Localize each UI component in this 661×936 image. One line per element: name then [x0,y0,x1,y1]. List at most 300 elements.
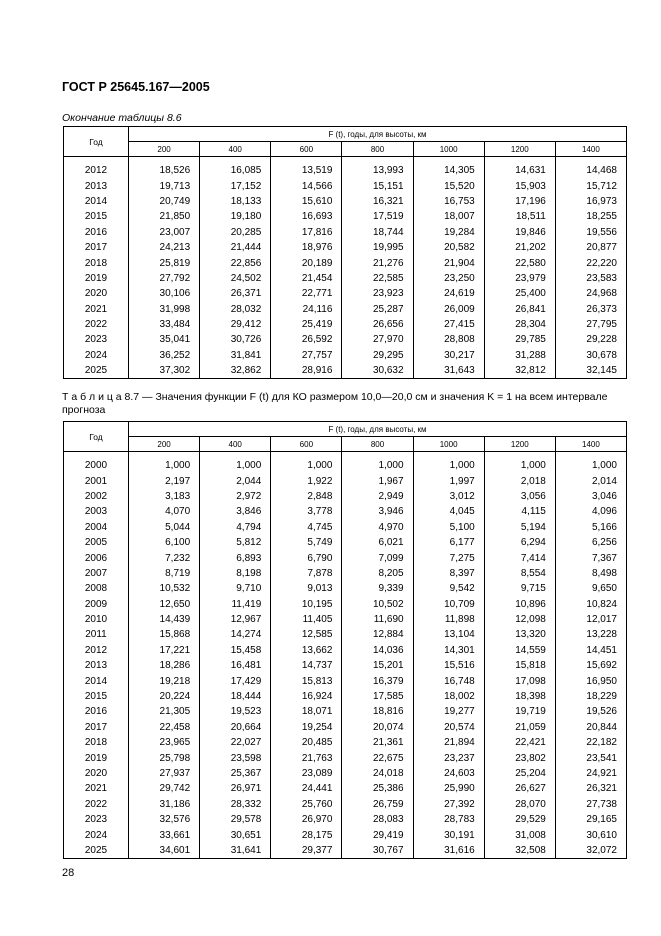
height-header-cell: 600 [271,437,342,452]
value-cell: 12,585 [271,627,342,642]
value-cell: 1,000 [555,458,626,473]
value-cell: 23,007 [129,225,200,240]
value-cell: 28,304 [484,317,555,332]
document-header: ГОСТ Р 25645.167—2005 [62,80,210,94]
value-cell: 24,116 [271,302,342,317]
value-cell: 17,429 [200,673,271,688]
table-row [64,689,627,704]
value-cell: 16,973 [555,194,626,209]
value-cell: 25,386 [342,781,413,796]
year-cell: 2022 [64,797,129,812]
value-cell: 11,419 [200,597,271,612]
value-cell: 29,377 [271,843,342,859]
value-cell: 26,371 [200,286,271,301]
height-header-row [64,437,627,452]
value-cell: 32,812 [484,363,555,379]
value-cell: 29,419 [342,827,413,842]
value-cell: 30,632 [342,363,413,379]
table-row [64,504,627,519]
value-cell: 32,862 [200,363,271,379]
value-cell: 15,201 [342,658,413,673]
height-header-cell: 800 [342,437,413,452]
value-cell: 9,715 [484,581,555,596]
year-cell: 2019 [64,271,129,286]
value-cell: 13,320 [484,627,555,642]
value-cell: 27,792 [129,271,200,286]
value-cell: 14,566 [271,178,342,193]
value-cell: 24,603 [413,766,484,781]
value-cell: 19,284 [413,225,484,240]
year-cell: 2007 [64,566,129,581]
table-8-6 [63,126,627,379]
value-cell: 25,367 [200,766,271,781]
year-cell: 2009 [64,597,129,612]
value-cell: 10,532 [129,581,200,596]
value-cell: 9,339 [342,581,413,596]
value-cell: 35,041 [129,332,200,347]
value-cell: 14,305 [413,163,484,178]
page-number: 28 [62,867,75,879]
table-row [64,194,627,209]
value-cell: 25,990 [413,781,484,796]
value-cell: 8,498 [555,566,626,581]
value-cell: 19,218 [129,673,200,688]
value-cell: 31,641 [200,843,271,859]
value-cell: 10,824 [555,597,626,612]
height-header-cell: 1200 [484,437,555,452]
value-cell: 22,771 [271,286,342,301]
table-row [64,566,627,581]
value-cell: 10,896 [484,597,555,612]
value-cell: 18,133 [200,194,271,209]
value-cell: 8,397 [413,566,484,581]
value-cell: 25,287 [342,302,413,317]
value-cell: 6,294 [484,535,555,550]
year-cell: 2021 [64,781,129,796]
value-cell: 28,175 [271,827,342,842]
table-8-6-body [64,157,627,379]
value-cell: 16,693 [271,209,342,224]
value-cell: 18,744 [342,225,413,240]
value-cell: 4,794 [200,520,271,535]
value-cell: 18,511 [484,209,555,224]
value-cell: 2,972 [200,489,271,504]
value-cell: 25,419 [271,317,342,332]
value-cell: 15,813 [271,673,342,688]
value-cell: 13,519 [271,163,342,178]
year-cell: 2017 [64,240,129,255]
value-cell: 25,400 [484,286,555,301]
value-cell: 36,252 [129,348,200,363]
table-row [64,827,627,842]
value-cell: 15,151 [342,178,413,193]
value-cell: 20,664 [200,720,271,735]
value-cell: 5,166 [555,520,626,535]
table-row [64,766,627,781]
value-cell: 22,182 [555,735,626,750]
height-header-cell: 1400 [555,437,626,452]
value-cell: 19,995 [342,240,413,255]
value-cell: 1,000 [484,458,555,473]
table-row [64,240,627,255]
value-cell: 18,816 [342,704,413,719]
value-cell: 14,559 [484,643,555,658]
value-cell: 16,753 [413,194,484,209]
year-cell: 2015 [64,209,129,224]
year-cell: 2013 [64,178,129,193]
value-cell: 20,285 [200,225,271,240]
value-cell: 19,523 [200,704,271,719]
value-cell: 27,392 [413,797,484,812]
table-row [64,178,627,193]
value-cell: 30,106 [129,286,200,301]
value-cell: 26,759 [342,797,413,812]
value-cell: 22,027 [200,735,271,750]
value-cell: 21,059 [484,720,555,735]
value-cell: 25,819 [129,255,200,270]
value-cell: 12,967 [200,612,271,627]
value-cell: 24,921 [555,766,626,781]
year-cell: 2010 [64,612,129,627]
value-cell: 25,204 [484,766,555,781]
value-cell: 15,520 [413,178,484,193]
value-cell: 1,000 [200,458,271,473]
value-cell: 27,970 [342,332,413,347]
year-cell: 2024 [64,348,129,363]
value-cell: 21,444 [200,240,271,255]
value-cell: 22,421 [484,735,555,750]
value-cell: 23,237 [413,750,484,765]
value-cell: 16,748 [413,673,484,688]
value-cell: 16,379 [342,673,413,688]
year-cell: 2014 [64,673,129,688]
value-cell: 7,232 [129,550,200,565]
value-cell: 1,000 [271,458,342,473]
table-row [64,271,627,286]
height-header-cell: 1000 [413,437,484,452]
value-cell: 15,692 [555,658,626,673]
value-cell: 9,013 [271,581,342,596]
table-row [64,720,627,735]
value-cell: 18,071 [271,704,342,719]
value-cell: 22,675 [342,750,413,765]
value-cell: 12,098 [484,612,555,627]
value-cell: 4,045 [413,504,484,519]
year-column-header: Год [64,422,129,452]
value-cell: 22,585 [342,271,413,286]
value-cell: 15,868 [129,627,200,642]
value-cell: 25,760 [271,797,342,812]
value-cell: 18,976 [271,240,342,255]
value-cell: 13,993 [342,163,413,178]
value-cell: 29,228 [555,332,626,347]
table-row [64,473,627,488]
value-cell: 3,778 [271,504,342,519]
value-cell: 16,481 [200,658,271,673]
value-cell: 23,583 [555,271,626,286]
value-cell: 26,970 [271,812,342,827]
height-header-cell: 1400 [555,142,626,157]
year-cell: 2023 [64,332,129,347]
value-cell: 29,412 [200,317,271,332]
value-cell: 22,458 [129,720,200,735]
table-row [64,363,627,379]
value-cell: 21,850 [129,209,200,224]
table-row [64,843,627,859]
value-cell: 6,177 [413,535,484,550]
value-cell: 19,713 [129,178,200,193]
value-cell: 16,950 [555,673,626,688]
value-cell: 30,767 [342,843,413,859]
value-cell: 2,949 [342,489,413,504]
value-cell: 27,937 [129,766,200,781]
height-header-cell: 400 [200,437,271,452]
table-row [64,163,627,178]
height-header-cell: 1200 [484,142,555,157]
value-cell: 10,709 [413,597,484,612]
value-cell: 1,000 [413,458,484,473]
value-cell: 12,650 [129,597,200,612]
table-row [64,225,627,240]
value-cell: 21,276 [342,255,413,270]
value-cell: 25,798 [129,750,200,765]
value-cell: 28,332 [200,797,271,812]
height-header-row [64,142,627,157]
value-cell: 20,485 [271,735,342,750]
value-cell: 10,502 [342,597,413,612]
value-cell: 15,458 [200,643,271,658]
value-cell: 20,877 [555,240,626,255]
year-cell: 2020 [64,766,129,781]
value-cell: 29,785 [484,332,555,347]
value-cell: 21,894 [413,735,484,750]
value-cell: 17,196 [484,194,555,209]
value-cell: 15,610 [271,194,342,209]
year-cell: 2019 [64,750,129,765]
value-cell: 19,719 [484,704,555,719]
value-cell: 32,145 [555,363,626,379]
value-cell: 9,542 [413,581,484,596]
height-header-cell: 800 [342,142,413,157]
value-cell: 21,904 [413,255,484,270]
value-cell: 12,017 [555,612,626,627]
value-cell: 20,224 [129,689,200,704]
table-row [64,348,627,363]
value-cell: 15,516 [413,658,484,673]
value-cell: 3,183 [129,489,200,504]
value-cell: 4,096 [555,504,626,519]
value-cell: 32,508 [484,843,555,859]
value-cell: 1,997 [413,473,484,488]
year-cell: 2018 [64,735,129,750]
value-cell: 30,217 [413,348,484,363]
value-cell: 18,229 [555,689,626,704]
value-cell: 8,719 [129,566,200,581]
value-cell: 29,295 [342,348,413,363]
year-cell: 2025 [64,363,129,379]
height-header-cell: 400 [200,142,271,157]
value-cell: 16,321 [342,194,413,209]
value-cell: 29,165 [555,812,626,827]
value-cell: 21,202 [484,240,555,255]
table-row [64,520,627,535]
value-cell: 1,922 [271,473,342,488]
table-87-caption: Т а б л и ц а 8.7 — Значения функции F (t) для КО размером 10,0—20,0 см и значения K = 1 на всем интервале прогноза [62,391,608,416]
value-cell: 14,737 [271,658,342,673]
value-cell: 30,191 [413,827,484,842]
value-cell: 30,726 [200,332,271,347]
value-cell: 20,749 [129,194,200,209]
table-row [64,302,627,317]
value-cell: 1,000 [129,458,200,473]
value-cell: 6,256 [555,535,626,550]
table-row [64,627,627,642]
table-8-7 [63,421,627,859]
value-cell: 27,795 [555,317,626,332]
year-cell: 2000 [64,458,129,473]
table-row [64,581,627,596]
value-cell: 5,749 [271,535,342,550]
value-cell: 29,578 [200,812,271,827]
year-cell: 2001 [64,473,129,488]
year-cell: 2005 [64,535,129,550]
value-cell: 4,115 [484,504,555,519]
year-cell: 2017 [64,720,129,735]
value-cell: 14,274 [200,627,271,642]
year-cell: 2015 [64,689,129,704]
value-cell: 33,661 [129,827,200,842]
table-row [64,812,627,827]
value-cell: 26,009 [413,302,484,317]
value-cell: 32,072 [555,843,626,859]
table-row [64,643,627,658]
table-row [64,255,627,270]
value-cell: 31,288 [484,348,555,363]
value-cell: 5,812 [200,535,271,550]
value-cell: 4,070 [129,504,200,519]
value-cell: 1,967 [342,473,413,488]
value-cell: 23,923 [342,286,413,301]
value-cell: 3,056 [484,489,555,504]
value-cell: 17,816 [271,225,342,240]
value-cell: 24,213 [129,240,200,255]
table-row [64,209,627,224]
value-cell: 29,529 [484,812,555,827]
height-header-cell: 1000 [413,142,484,157]
value-cell: 5,194 [484,520,555,535]
value-cell: 13,662 [271,643,342,658]
table-row [64,597,627,612]
year-cell: 2021 [64,302,129,317]
value-cell: 9,650 [555,581,626,596]
year-column-header: Год [64,127,129,157]
value-cell: 3,046 [555,489,626,504]
value-cell: 31,186 [129,797,200,812]
table-row [64,286,627,301]
value-cell: 23,598 [200,750,271,765]
value-cell: 22,580 [484,255,555,270]
value-cell: 31,998 [129,302,200,317]
value-cell: 11,690 [342,612,413,627]
value-cell: 2,044 [200,473,271,488]
table-86-caption: Окончание таблицы 8.6 [62,112,182,124]
year-cell: 2012 [64,643,129,658]
year-cell: 2022 [64,317,129,332]
table-row [64,489,627,504]
year-cell: 2016 [64,704,129,719]
value-cell: 19,846 [484,225,555,240]
height-header-cell: 600 [271,142,342,157]
value-cell: 7,275 [413,550,484,565]
value-cell: 26,373 [555,302,626,317]
value-cell: 4,970 [342,520,413,535]
value-cell: 26,971 [200,781,271,796]
value-cell: 10,195 [271,597,342,612]
value-cell: 17,221 [129,643,200,658]
value-cell: 3,946 [342,504,413,519]
value-cell: 27,738 [555,797,626,812]
value-cell: 23,089 [271,766,342,781]
value-cell: 19,180 [200,209,271,224]
value-cell: 14,439 [129,612,200,627]
value-cell: 11,405 [271,612,342,627]
table-row [64,550,627,565]
table-row [64,797,627,812]
value-cell: 13,228 [555,627,626,642]
year-cell: 2011 [64,627,129,642]
value-cell: 14,468 [555,163,626,178]
value-cell: 7,414 [484,550,555,565]
value-cell: 29,742 [129,781,200,796]
value-cell: 14,301 [413,643,484,658]
value-cell: 17,152 [200,178,271,193]
value-cell: 24,619 [413,286,484,301]
value-cell: 14,036 [342,643,413,658]
year-cell: 2002 [64,489,129,504]
value-cell: 11,898 [413,612,484,627]
value-cell: 37,302 [129,363,200,379]
value-cell: 5,100 [413,520,484,535]
value-cell: 22,856 [200,255,271,270]
value-cell: 23,979 [484,271,555,286]
value-cell: 23,965 [129,735,200,750]
year-cell: 2025 [64,843,129,859]
value-cell: 19,277 [413,704,484,719]
value-cell: 6,790 [271,550,342,565]
value-cell: 24,441 [271,781,342,796]
value-cell: 2,848 [271,489,342,504]
value-cell: 15,903 [484,178,555,193]
value-cell: 19,526 [555,704,626,719]
value-cell: 2,014 [555,473,626,488]
value-cell: 31,643 [413,363,484,379]
value-cell: 14,451 [555,643,626,658]
value-cell: 32,576 [129,812,200,827]
value-cell: 1,000 [342,458,413,473]
year-cell: 2024 [64,827,129,842]
table-row [64,704,627,719]
value-cell: 26,321 [555,781,626,796]
value-cell: 7,099 [342,550,413,565]
table-row [64,750,627,765]
value-cell: 8,205 [342,566,413,581]
table-row [64,658,627,673]
value-cell: 34,601 [129,843,200,859]
value-cell: 18,444 [200,689,271,704]
value-cell: 20,189 [271,255,342,270]
year-cell: 2013 [64,658,129,673]
year-cell: 2008 [64,581,129,596]
